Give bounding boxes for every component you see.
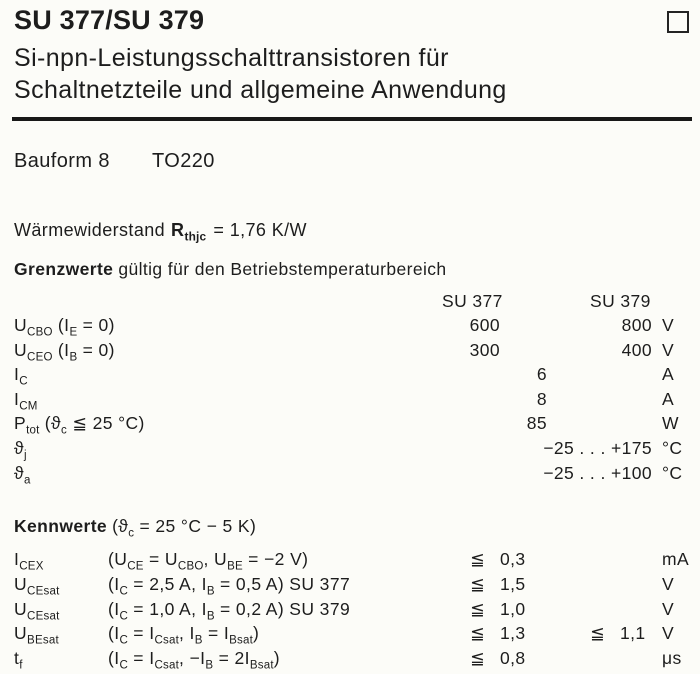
limit-value: 0,8 [500,648,526,668]
test-condition: ($I_C = I_{Csat}$, $I_B = I_{Bsat}$) [108,623,260,647]
page-title: SU 377/SU 379 [14,5,205,35]
value-range: −25 . . . +100 [543,463,652,483]
table-row [0,648,700,674]
unit: V [662,599,675,619]
value-su379: 400 [621,340,652,360]
test-condition: ($U_{CE} = U_{CBO}$, $U_{BE} = -2$ V) [108,549,309,573]
package-type: TO220 [152,150,215,172]
column-header-su379: SU 379 [590,291,651,311]
test-condition: ($I_C = 1,0$ A, $I_B = 0,2$ A) SU 379 [108,599,351,623]
value-common: 85 [526,413,547,433]
value-su377: 600 [469,315,500,335]
unit: V [662,623,675,643]
kennwerte-heading [14,516,256,540]
unit: V [662,574,675,594]
grenzwerte-heading-rest: gültig für den Betriebstemperaturbereich [118,259,447,279]
table-row [0,389,700,415]
parameter-symbol: $U_{CBO}$ $(I_E = 0)$ [14,315,115,339]
unit: W [662,413,679,433]
unit: A [662,364,675,384]
table-row [0,340,700,366]
limit-operator: ≦ [470,574,486,594]
table-row [0,549,700,575]
limit-operator-su379: ≦ [590,623,606,643]
table-row [0,315,700,341]
value-range: −25 . . . +175 [543,438,652,458]
parameter-symbol: $P_{tot}$ ($ϑ_c$ ≦ 25 °C) [14,413,145,437]
unit: μs [662,648,682,668]
parameter-symbol: $t_f$ [14,648,23,672]
limit-value: 1,0 [500,599,526,619]
parameter-symbol: $I_{CEX}$ [14,549,44,573]
grenzwerte-heading-bold: Grenzwerte [14,259,114,279]
limit-operator: ≦ [470,623,486,643]
limit-value-su379: 1,1 [620,623,646,643]
parameter-symbol: $U_{CEO}$ $(I_B = 0)$ [14,340,115,364]
kennwerte-heading-bold: Kennwerte [14,516,108,536]
limit-value: 1,3 [500,623,526,643]
subtitle-line-2: Schaltnetzteile und allgemeine Anwendung [14,76,507,104]
unit: °C [662,463,683,483]
limit-operator: ≦ [470,599,486,619]
table-row [0,413,700,439]
table-row [0,623,700,649]
parameter-symbol: $ϑ_j$ [14,438,27,462]
limit-value: 1,5 [500,574,526,594]
subtitle-line-1: Si-npn-Leistungsschalttransistoren für [14,44,449,72]
kennwerte-heading-rest: ($ϑ_c = 25$ °C − 5 K) [112,516,257,540]
divider-rule [12,117,692,121]
package-form-label: Bauform 8 [14,150,110,172]
grenzwerte-heading [14,259,447,280]
thermal-resistance-symbol: $R_{thjc}$ [171,220,207,244]
parameter-symbol: $U_{CEsat}$ [14,599,60,623]
limit-value: 0,3 [500,549,526,569]
parameter-symbol: $U_{BEsat}$ [14,623,59,647]
table-row [0,463,700,489]
table-row [0,364,700,390]
value-common: 8 [536,389,547,409]
value-su379: 800 [621,315,652,335]
unit: V [662,315,675,335]
thermal-resistance-value: = 1,76 K/W [213,220,307,240]
parameter-symbol: $I_C$ [14,364,28,388]
limit-operator: ≦ [470,549,486,569]
value-su377: 300 [469,340,500,360]
column-header-su377: SU 377 [442,291,503,311]
unit: V [662,340,675,360]
parameter-symbol: $I_{CM}$ [14,389,38,413]
thermal-resistance-line [14,220,307,244]
unit: A [662,389,675,409]
unit: °C [662,438,683,458]
table-row [0,599,700,625]
corner-square-icon [667,11,689,33]
table-row [0,574,700,600]
test-condition: ($I_C = 2,5$ A, $I_B = 0,5$ A) SU 377 [108,574,351,598]
parameter-symbol: $ϑ_a$ [14,463,31,487]
unit: mA [662,549,690,569]
value-common: 6 [536,364,547,384]
thermal-resistance-text: Wärmewiderstand [14,220,166,240]
parameter-symbol: $U_{CEsat}$ [14,574,60,598]
test-condition: ($I_C = I_{Csat}$, $-I_B = 2I_{Bsat}$) [108,648,280,672]
limit-operator: ≦ [470,648,486,668]
table-row [0,438,700,464]
